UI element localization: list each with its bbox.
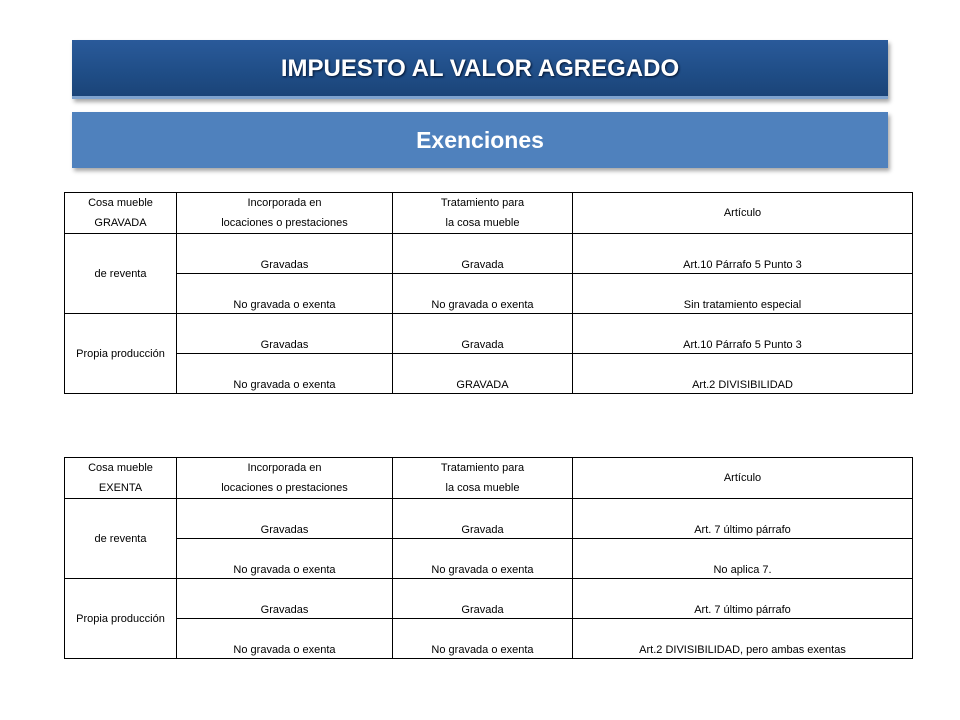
cell-incorporada: No gravada o exenta	[177, 539, 393, 579]
table-row	[65, 539, 913, 579]
cell-articulo: Art.2 DIVISIBILIDAD, pero ambas exentas	[573, 619, 913, 659]
group-label: de reventa	[65, 234, 177, 314]
table-header-row	[65, 458, 913, 499]
cell-tratamiento: No gravada o exenta	[393, 619, 573, 659]
cell-incorporada: Gravadas	[177, 314, 393, 354]
cell-tratamiento: Gravada	[393, 234, 573, 274]
table-row	[65, 499, 913, 539]
header-cosa-mueble: Cosa mueble EXENTA	[65, 458, 177, 499]
cell-tratamiento: Gravada	[393, 314, 573, 354]
cell-tratamiento: Gravada	[393, 499, 573, 539]
table-exenta	[64, 457, 913, 659]
table-row	[65, 579, 913, 619]
table-row	[65, 314, 913, 354]
table-row	[65, 619, 913, 659]
group-label: de reventa	[65, 499, 177, 579]
cell-articulo: Art.10 Párrafo 5 Punto 3	[573, 314, 913, 354]
cell-tratamiento: Gravada	[393, 579, 573, 619]
table-gravada	[64, 192, 913, 394]
section-subtitle: Exenciones	[72, 112, 888, 168]
cell-articulo: Art.10 Párrafo 5 Punto 3	[573, 234, 913, 274]
cell-incorporada: Gravadas	[177, 579, 393, 619]
cell-articulo: Art.2 DIVISIBILIDAD	[573, 354, 913, 394]
cell-incorporada: No gravada o exenta	[177, 354, 393, 394]
cell-incorporada: Gravadas	[177, 499, 393, 539]
cell-articulo: Art. 7 último párrafo	[573, 579, 913, 619]
cell-tratamiento: No gravada o exenta	[393, 539, 573, 579]
cell-incorporada: Gravadas	[177, 234, 393, 274]
table-header-row	[65, 193, 913, 234]
cell-incorporada: No gravada o exenta	[177, 619, 393, 659]
header-articulo: Artículo	[573, 458, 913, 499]
cell-incorporada: No gravada o exenta	[177, 274, 393, 314]
table-row	[65, 354, 913, 394]
cell-articulo: Art. 7 último párrafo	[573, 499, 913, 539]
header-incorporada: Incorporada en locaciones o prestaciones	[177, 193, 393, 234]
header-articulo: Artículo	[573, 193, 913, 234]
cell-tratamiento: No gravada o exenta	[393, 274, 573, 314]
table-row	[65, 234, 913, 274]
table-row	[65, 274, 913, 314]
cell-tratamiento: GRAVADA	[393, 354, 573, 394]
header-incorporada: Incorporada en locaciones o prestaciones	[177, 458, 393, 499]
header-tratamiento: Tratamiento para la cosa mueble	[393, 458, 573, 499]
header-tratamiento: Tratamiento para la cosa mueble	[393, 193, 573, 234]
cell-articulo: Sin tratamiento especial	[573, 274, 913, 314]
header-cosa-mueble: Cosa mueble GRAVADA	[65, 193, 177, 234]
group-label: Propia producción	[65, 314, 177, 394]
page-title: IMPUESTO AL VALOR AGREGADO	[72, 40, 888, 99]
cell-articulo: No aplica 7.	[573, 539, 913, 579]
group-label: Propia producción	[65, 579, 177, 659]
